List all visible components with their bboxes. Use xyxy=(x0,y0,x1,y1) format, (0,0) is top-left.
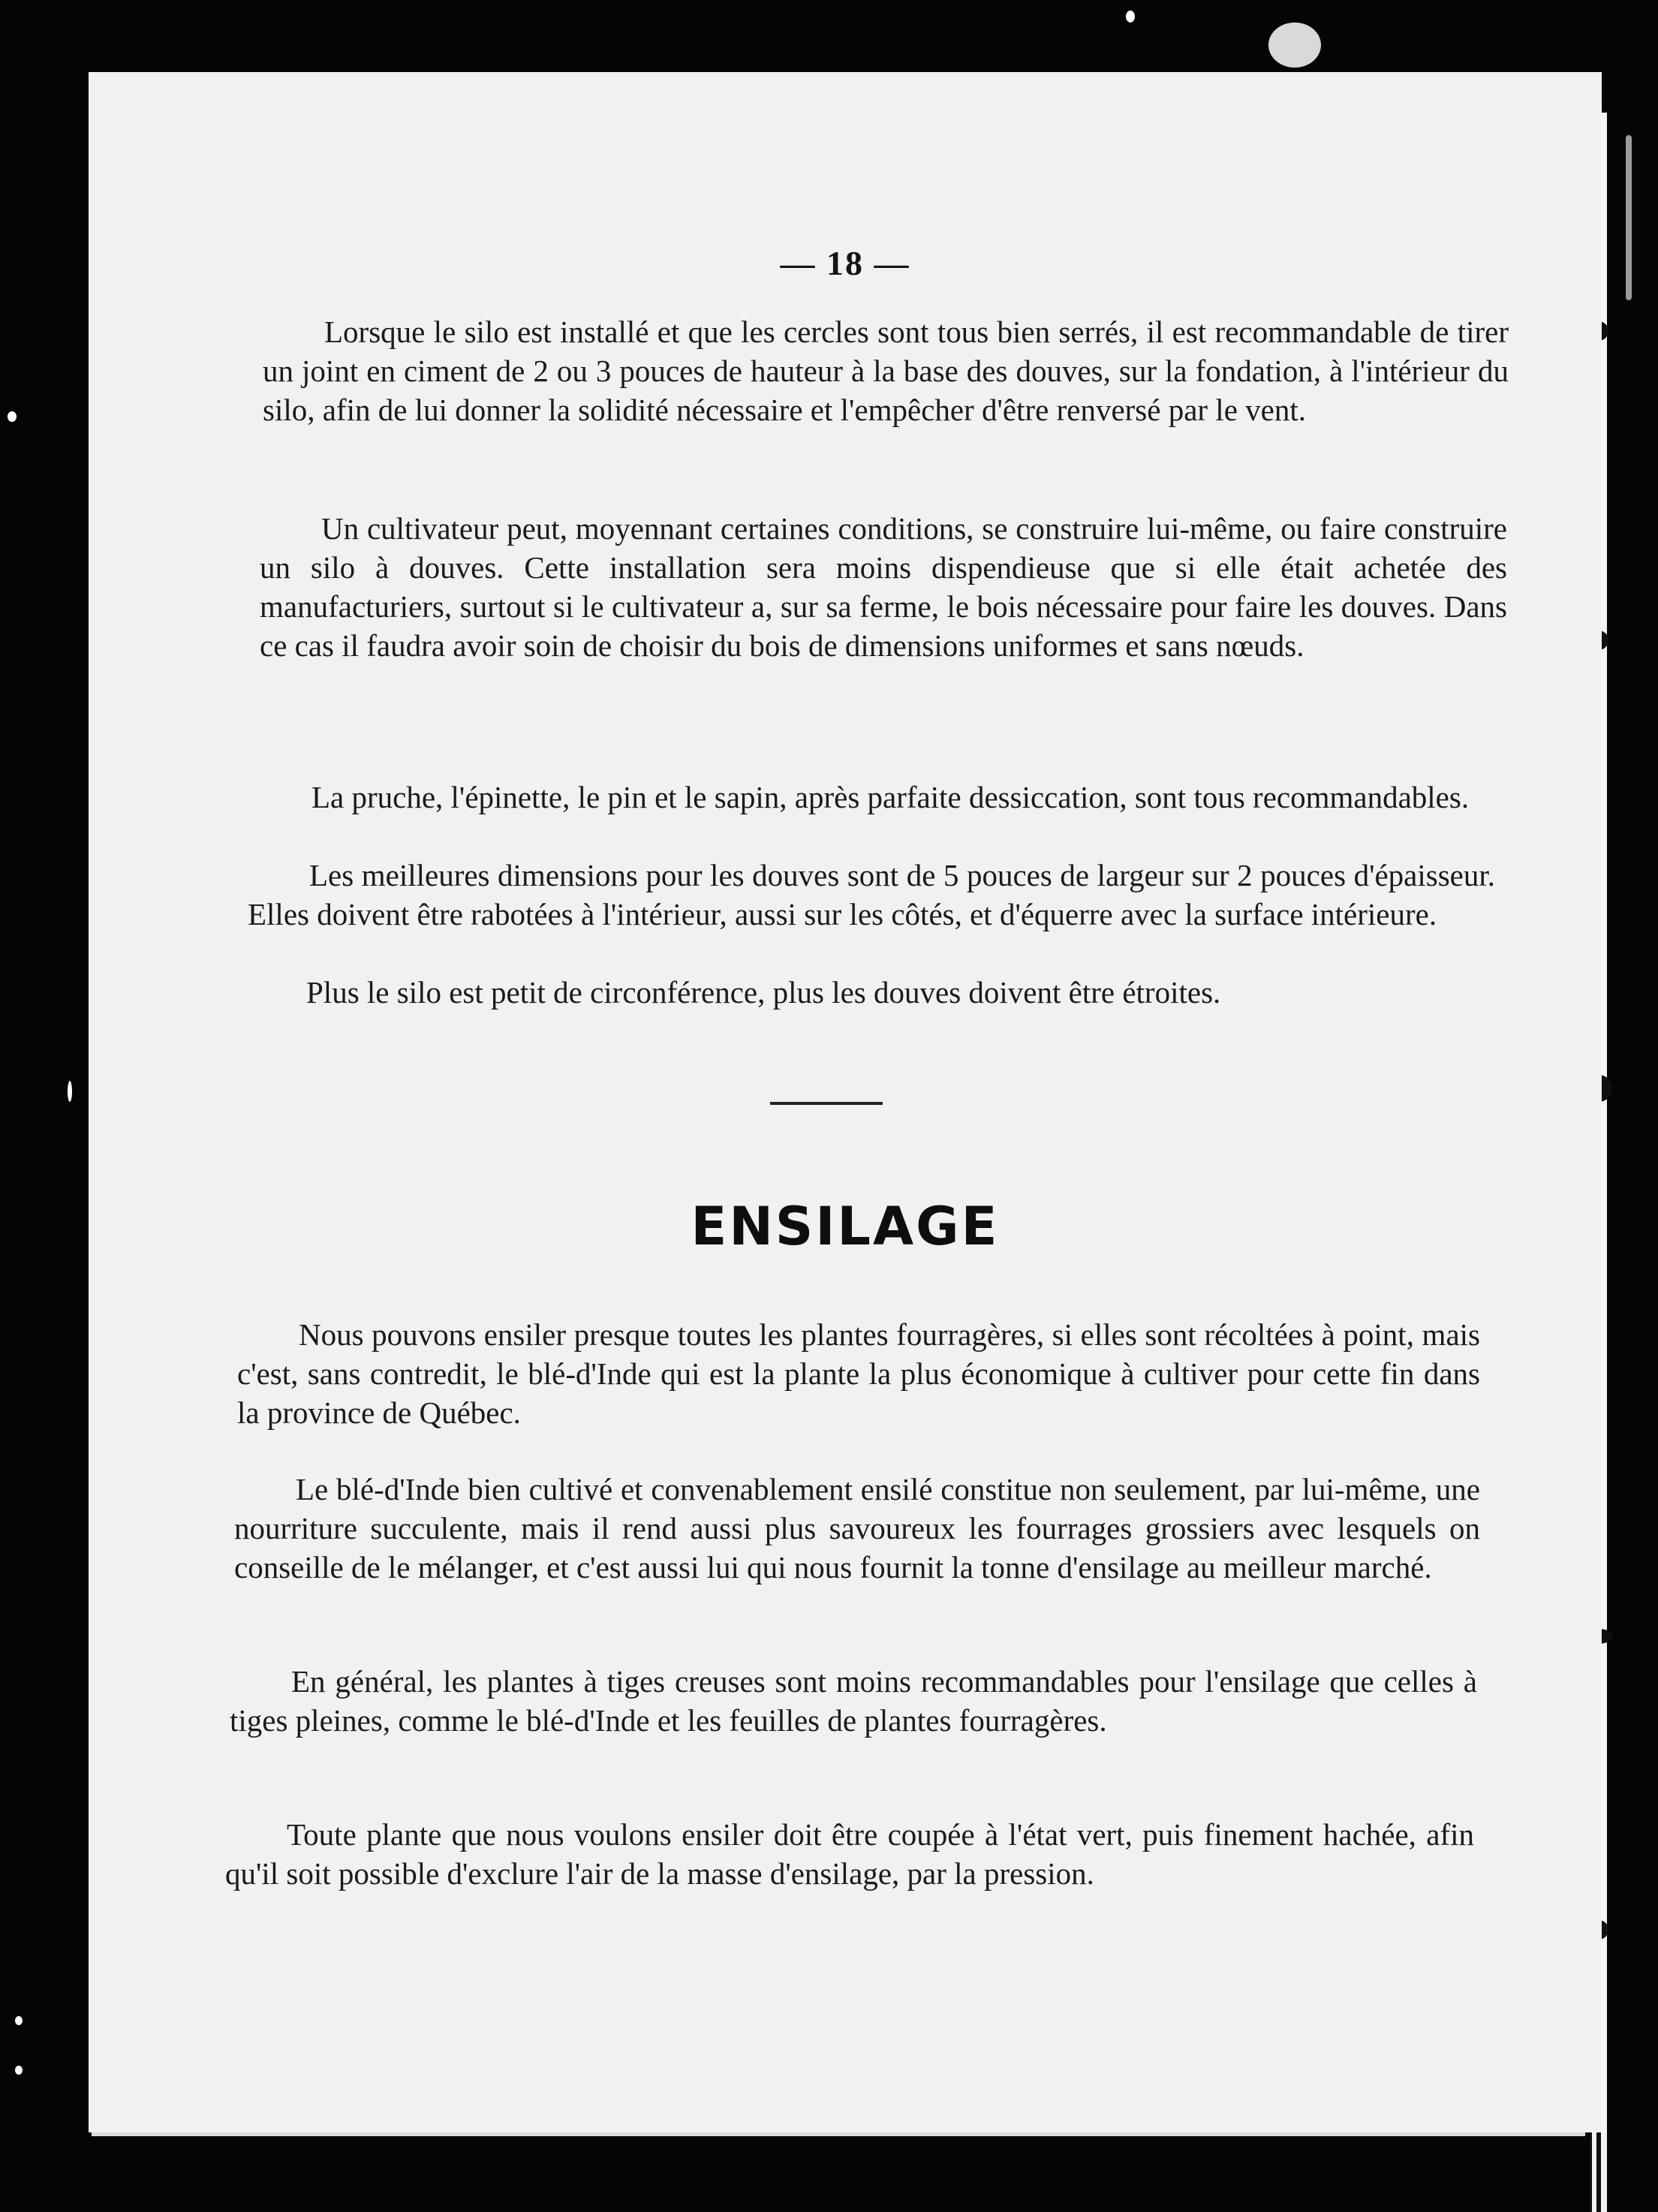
scan-speck xyxy=(15,2066,23,2075)
section-divider xyxy=(770,1102,883,1105)
document-page xyxy=(89,72,1602,2132)
section-heading: ENSILAGE xyxy=(691,1196,1000,1257)
paragraph: Un cultivateur peut, moyennant certaines conditions, se construire lui-même, ou faire construire un silo à douves. Cette installation sera moins dispendieuse que si elle était achetée des manufacturiers, surtout si le cultivateur a, sur sa ferme, le bois nécessaire pour faire les douves. Dans ce cas il faudra avoir soin de choisir du bois de dimensions uniformes et sans nœuds. xyxy=(260,511,1507,663)
paragraph: La pruche, l'épinette, le pin et le sapin, après parfaite dessiccation, sont tous recommandables. xyxy=(311,780,1470,814)
scan-speck xyxy=(1268,23,1321,68)
paragraph: Plus le silo est petit de circonférence, plus les douves doivent être étroites. xyxy=(306,975,1221,1010)
paragraph: En général, les plantes à tiges creuses sont moins recommandables pour l'ensilage que celles à tiges pleines, comme le blé-d'Inde et les feuilles de plantes fourragères. xyxy=(230,1664,1477,1738)
paragraph: Les meilleures dimensions pour les douves sont de 5 pouces de largeur sur 2 pouces d'épaisseur. Elles doivent être rabotées à l'intérieur, aussi sur les côtés, et d'équerre avec la surface intérieure. xyxy=(248,858,1495,931)
paragraph: Le blé-d'Inde bien cultivé et convenablement ensilé constitue non seulement, par lui-même, une nourriture succulente, mais il rend aussi plus savoureux les fourrages grossiers avec lesquels on conseille de le mélanger, et c'est aussi lui qui nous fournit la tonne d'ensilage au meilleur marché. xyxy=(234,1472,1480,1585)
scan-speck xyxy=(1626,135,1632,300)
paragraph: Toute plante que nous voulons ensiler doit être coupée à l'état vert, puis finement hachée, afin qu'il soit possible d'exclure l'air de la masse d'ensilage, par la pression. xyxy=(225,1817,1474,1891)
scan-speck xyxy=(1126,11,1135,23)
scan-speck xyxy=(15,2016,23,2025)
paragraph: Lorsque le silo est installé et que les cercles sont tous bien serrés, il est recommandable de tirer un joint en ciment de 2 ou 3 pouces de hauteur à la base des douves, sur la fondation, à l'intérieur du silo, afin de lui donner la solidité nécessaire et l'empêcher d'être renversé par le vent. xyxy=(263,314,1509,427)
scan-speck xyxy=(8,411,17,422)
page-number: — 18 — xyxy=(780,244,910,282)
scan-speck xyxy=(68,1081,72,1102)
paragraph: Nous pouvons ensiler presque toutes les plantes fourragères, si elles sont récoltées à point, mais c'est, sans contredit, le blé-d'Inde qui est la plante la plus économique à cultiver pour cette fin dans la province de Québec. xyxy=(237,1317,1480,1430)
